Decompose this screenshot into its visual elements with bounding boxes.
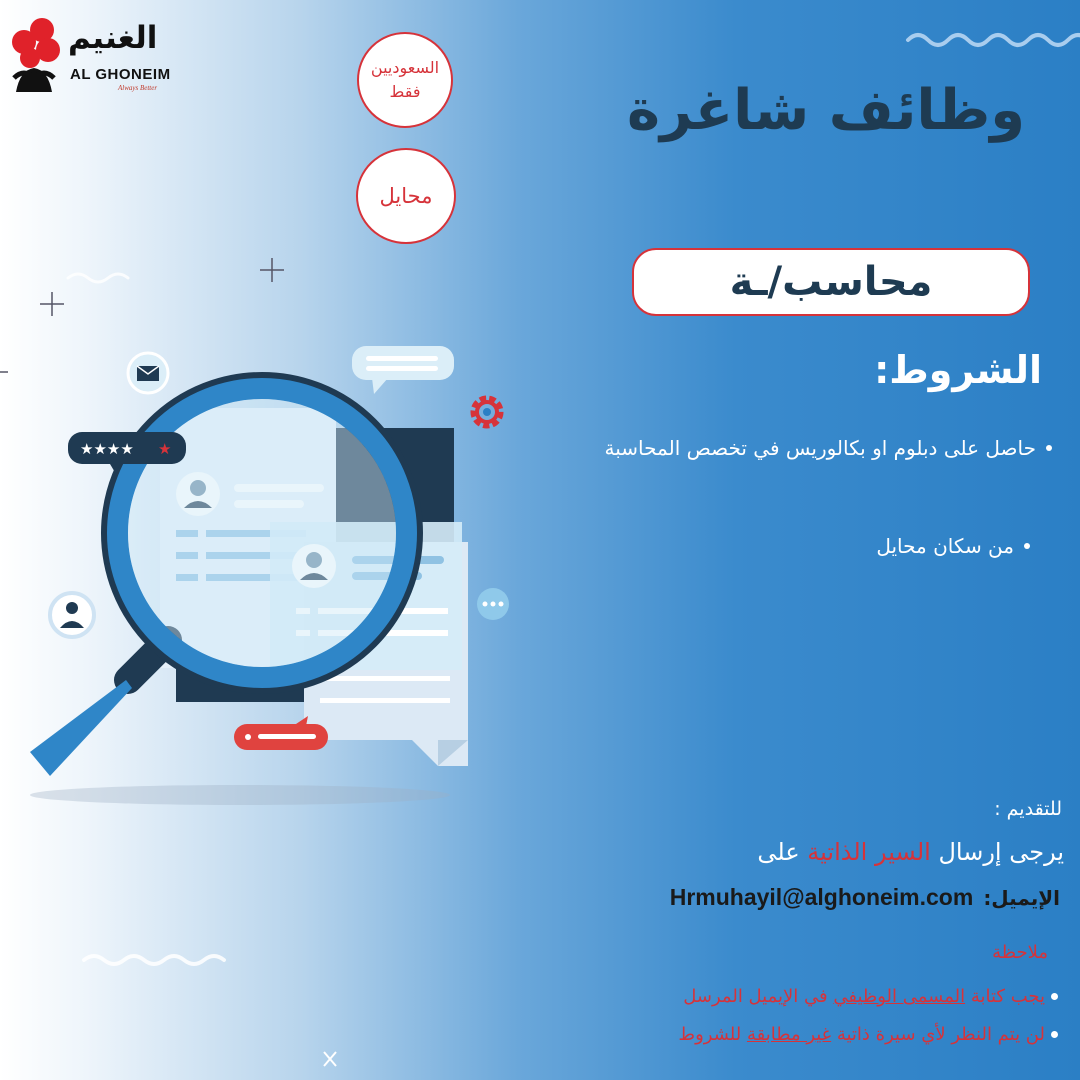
condition-item <box>876 534 1030 558</box>
note-2-prefix: لن يتم النظر لأي سيرة ذاتية <box>836 1024 1045 1045</box>
note-item <box>678 1024 1058 1045</box>
envelope-icon <box>128 353 168 393</box>
note-1-prefix: يجب كتابة <box>970 986 1045 1007</box>
badge-saudi-only <box>357 32 453 128</box>
cross-mark-2 <box>40 292 64 316</box>
logo-arabic-name: الغنيم <box>68 20 158 56</box>
clover-logo-icon <box>12 18 60 92</box>
bullet-icon <box>1051 993 1058 1000</box>
note-1-suffix: في الإيميل المرسل <box>683 986 828 1007</box>
bullet-icon <box>1024 543 1030 549</box>
note-1-underlined: المسمى الوظيفي <box>833 986 966 1007</box>
speech-bubble-icon <box>352 346 454 394</box>
apply-instructions <box>757 838 1064 866</box>
condition-text-1: حاصل على دبلوم او بكالوريس في تخصص المحاسبة <box>604 436 1036 460</box>
logo-tagline: Always Better <box>118 84 158 92</box>
more-dots-icon <box>477 588 509 620</box>
note-2-suffix: للشروط <box>678 1024 742 1045</box>
wave-top-right <box>908 35 1080 45</box>
wave-left <box>68 274 128 282</box>
job-title-text: محاسب/ـة <box>729 259 933 305</box>
condition-item <box>605 436 1052 460</box>
email-label: الإيميل: <box>983 886 1060 910</box>
page-title: وظائف شاغرة <box>626 78 1025 143</box>
wave-bottom <box>84 956 224 964</box>
apply-suffix: على <box>757 838 800 866</box>
job-title-box <box>632 248 1030 316</box>
badge-saudi-only-text: السعوديين فقط <box>370 58 440 101</box>
apply-label: للتقديم : <box>994 798 1062 820</box>
svg-text:★★★★: ★★★★ <box>80 440 134 458</box>
apply-highlight: السير الذاتية <box>807 838 931 866</box>
email-link[interactable]: Hrmuhayil@alghoneim.com <box>669 884 974 910</box>
apply-prefix: يرجى إرسال <box>938 838 1064 866</box>
condition-text-2: من سكان محايل <box>876 534 1014 558</box>
user-icon <box>50 593 94 637</box>
svg-text:★: ★ <box>158 440 172 458</box>
logo-english-name: AL GHONEIM <box>70 66 171 83</box>
bullet-icon <box>1046 445 1052 451</box>
note-2-underlined: غير مطابقة <box>746 1024 832 1045</box>
note-heading: ملاحظة <box>992 942 1048 963</box>
bullet-icon <box>1051 1031 1058 1038</box>
conditions-heading: الشروط: <box>874 348 1042 392</box>
gear-icon <box>474 399 500 425</box>
cross-mark-3 <box>324 1052 336 1066</box>
note-item <box>683 986 1058 1007</box>
email-row <box>670 884 1060 911</box>
cross-mark-1 <box>260 258 284 282</box>
badge-location-text: محايل <box>379 184 433 208</box>
badge-location <box>356 148 456 244</box>
